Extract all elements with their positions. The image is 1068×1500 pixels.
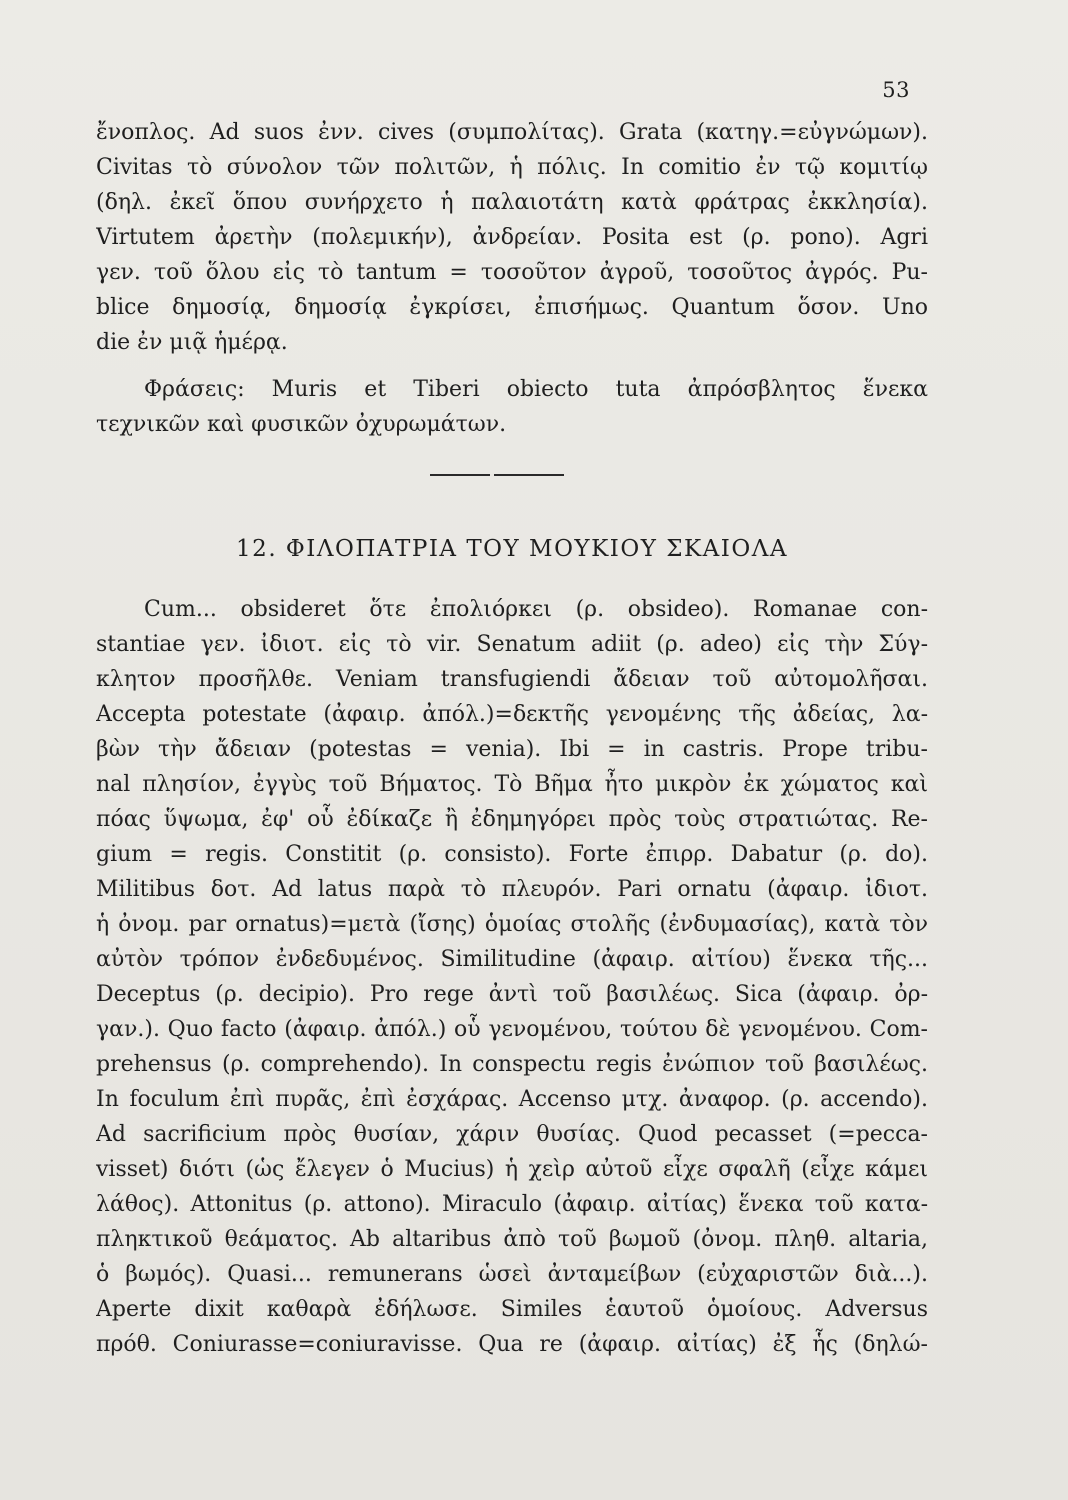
text-line: Aperte dixit καθαρὰ ἐδήλωσε. Similes ἑαυτοῦ ὁμοίους. Adversus — [96, 1297, 928, 1322]
text-line: λάθος). Attonitus (ρ. attono). Miraculo (ἀφαιρ. αἰτίας) ἕνεκα τοῦ κατα- — [96, 1192, 928, 1217]
page-number: 53 — [882, 78, 910, 102]
text-line: αὐτὸν τρόπον ἐνδεδυμένος. Similitudine (ἀφαιρ. αἰτίου) ἕνεκα τῆς... — [96, 947, 928, 972]
section-divider — [430, 474, 564, 476]
text-line: blice δημοσίᾳ, δημοσίᾳ ἐγκρίσει, ἐπισήμως. Quantum ὅσον. Uno — [96, 295, 928, 320]
text-line: ὁ βωμός). Quasi... remunerans ὡσεὶ ἀνταμείβων (εὐχαριστῶν διὰ...). — [96, 1262, 928, 1287]
text-line: In foculum ἐπὶ πυρᾶς, ἐπὶ ἐσχάρας. Accenso μτχ. ἀναφορ. (ρ. accendo). — [96, 1087, 928, 1112]
text-line: die ἐν μιᾷ ἡμέρᾳ. — [96, 330, 288, 355]
text-line: ἡ ὀνομ. par ornatus)=μετὰ (ἴσης) ὁμοίας στολῆς (ἐνδυμασίας), κατὰ τὸν — [96, 912, 928, 937]
text-line: βὼν τὴν ἄδειαν (potestas = venia). Ibi = in castris. Prope tribu- — [96, 737, 928, 762]
text-line: Deceptus (ρ. decipio). Pro rege ἀντὶ τοῦ βασιλέως. Sica (ἀφαιρ. ὀρ- — [96, 982, 928, 1007]
text-line: Accepta potestate (ἀφαιρ. ἀπόλ.)=δεκτῆς γενομένης τῆς ἀδείας, λα- — [96, 702, 928, 727]
text-line: nal πλησίον, ἐγγὺς τοῦ Βήματος. Τὸ Βῆμα ἦτο μικρὸν ἐκ χώματος καὶ — [96, 772, 928, 797]
text-line: πόας ὕψωμα, ἐφ' οὗ ἐδίκαζε ἢ ἐδημηγόρει πρὸς τοὺς στρατιώτας. Re- — [96, 807, 928, 832]
text-line: Cum... obsideret ὅτε ἐπολιόρκει (ρ. obsideo). Romanae con- — [144, 597, 928, 622]
vocabulary-intro-paragraph — [96, 115, 928, 360]
text-line: (δηλ. ἐκεῖ ὅπου συνήρχετο ἡ παλαιοτάτη κατὰ φράτρας ἐκκλησία). — [96, 190, 928, 215]
text-line: ἔνοπλος. Ad suos ἐνν. cives (συμπολίτας). Grata (κατηγ.=εὐγνώμων). — [96, 120, 928, 145]
text-line: Militibus δοτ. Ad latus παρὰ τὸ πλευρόν. Pari ornatu (ἀφαιρ. ἰδιοτ. — [96, 877, 928, 902]
text-line: visset) διότι (ὡς ἔλεγεν ὁ Mucius) ἡ χεὶρ αὐτοῦ εἶχε σφαλῆ (εἶχε κάμει — [96, 1157, 928, 1182]
text-line: Φράσεις: Muris et Tiberi obiecto tuta ἀπρόσβλητος ἕνεκα — [144, 377, 928, 402]
phrases-paragraph — [96, 372, 928, 442]
text-line: πρόθ. Coniurasse=coniuravisse. Qua re (ἀφαιρ. αἰτίας) ἐξ ἧς (δηλώ- — [96, 1332, 928, 1357]
text-line: gium = regis. Constitit (ρ. consisto). Forte ἐπιρρ. Dabatur (ρ. do). — [96, 842, 928, 867]
text-line: γεν. τοῦ ὅλου εἰς τὸ tantum = τοσοῦτον ἀγροῦ, τοσοῦτος ἀγρός. Pu- — [96, 260, 928, 285]
text-line: Ad sacrificium πρὸς θυσίαν, χάριν θυσίας. Quod pecasset (=pecca- — [96, 1122, 928, 1147]
text-line: κλητον προσῆλθε. Veniam transfugiendi ἄδειαν τοῦ αὐτομολῆσαι. — [96, 667, 928, 692]
text-line: Civitas τὸ σύνολον τῶν πολιτῶν, ἡ πόλις. In comitio ἐν τῷ κομιτίῳ — [96, 155, 928, 180]
text-line: prehensus (ρ. comprehendo). In conspectu regis ἐνώπιον τοῦ βασιλέως. — [96, 1052, 928, 1077]
text-line: γαν.). Quo facto (ἀφαιρ. ἀπόλ.) οὗ γενομένου, τούτου δὲ γενομένου. Com- — [96, 1017, 928, 1042]
text-line: Virtutem ἀρετὴν (πολεμικήν), ἀνδρείαν. Posita est (ρ. pono). Agri — [96, 225, 928, 250]
text-line: πληκτικοῦ θεάματος. Ab altaribus ἀπὸ τοῦ βωμοῦ (ὀνομ. πληθ. altaria, — [96, 1227, 928, 1252]
text-line: stantiae γεν. ἰδιοτ. εἰς τὸ vir. Senatum adiit (ρ. adeo) εἰς τὴν Σύγ- — [96, 632, 928, 657]
section-commentary-paragraph — [96, 592, 928, 1362]
text-line: τεχνικῶν καὶ φυσικῶν ὀχυρωμάτων. — [96, 412, 507, 437]
section-title: 12. ΦΙΛΟΠΑΤΡΙΑ ΤΟΥ ΜΟΥΚΙΟΥ ΣΚΑΙΟΛΑ — [236, 536, 788, 562]
